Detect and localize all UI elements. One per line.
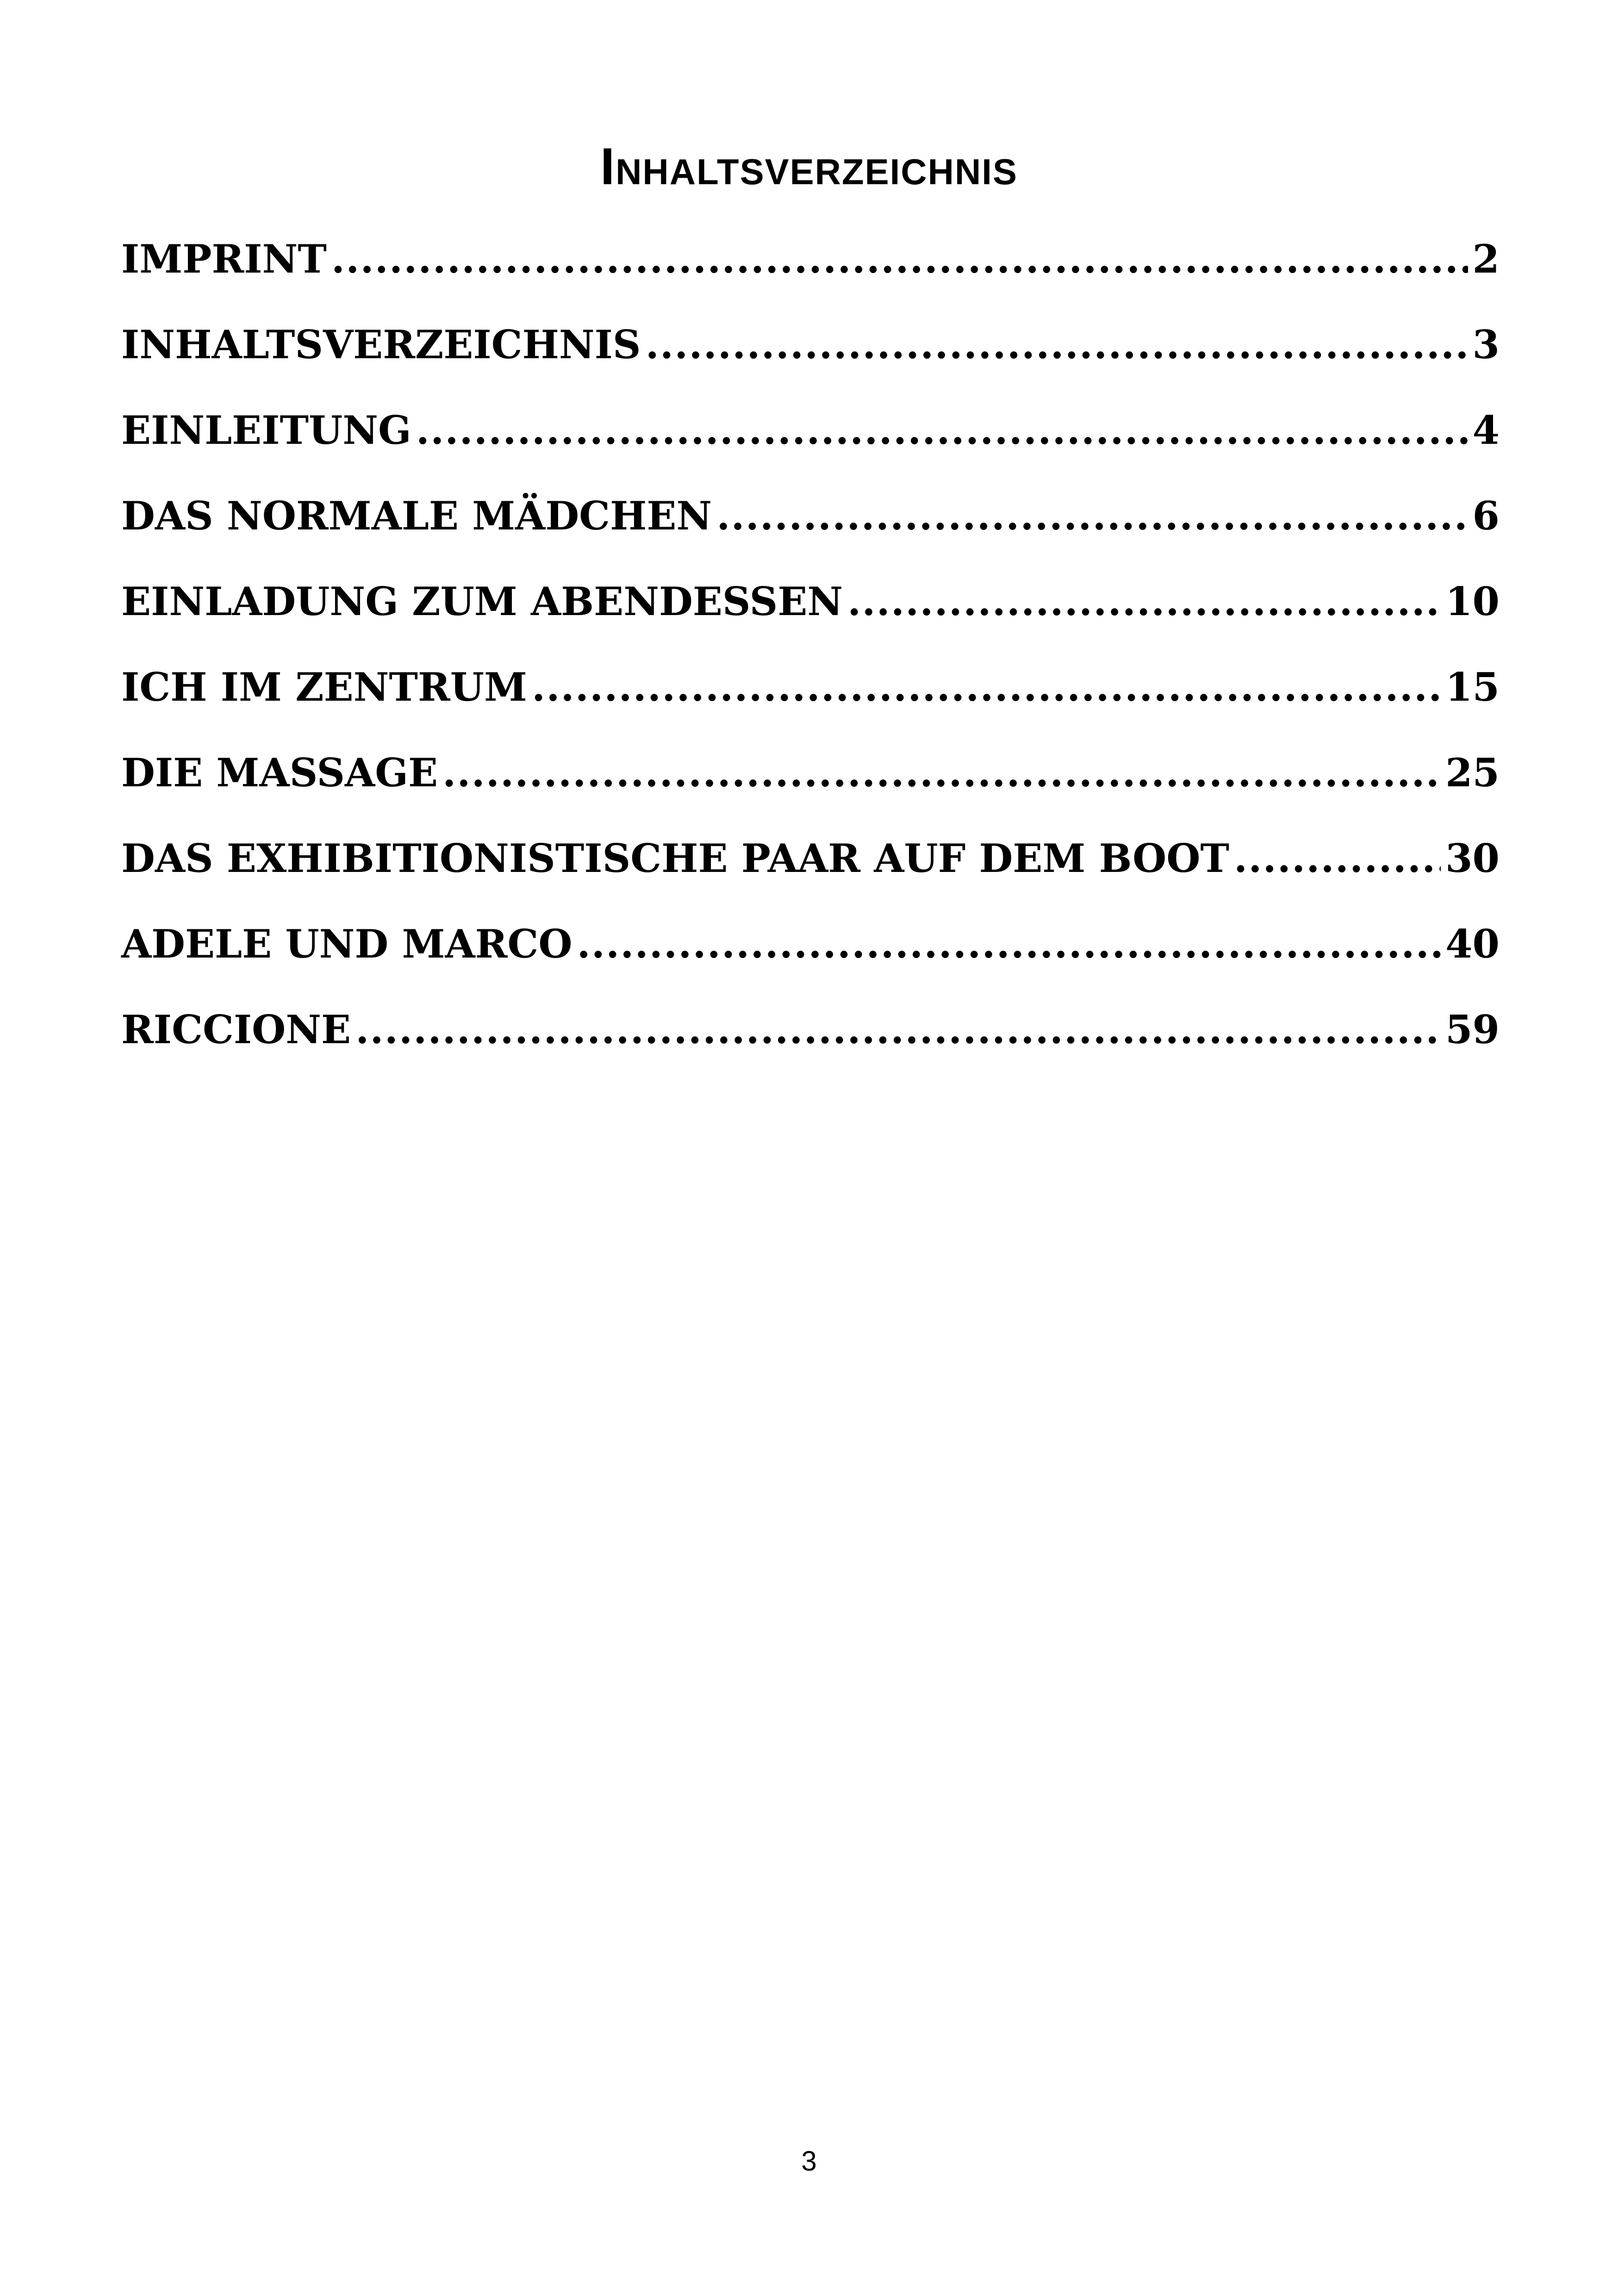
toc-entry-page: 15 <box>1445 664 1500 710</box>
toc-entry-page: 40 <box>1445 921 1500 967</box>
toc-entry-title: RICCIONE <box>121 1007 351 1052</box>
toc-entry-adele-und-marco[interactable] <box>121 919 1500 1004</box>
toc-entry-title: INHALTSVERZEICHNIS <box>121 322 641 367</box>
toc-entry-page: 30 <box>1445 835 1500 881</box>
toc-entry-title: ICH IM ZENTRUM <box>121 664 527 710</box>
toc-entry-title: DIE MASSAGE <box>121 750 438 796</box>
toc-entry-title: IMPRINT <box>121 236 327 282</box>
page-title: Inhaltsverzeichnis <box>600 137 1018 196</box>
toc-entry-page: 6 <box>1472 493 1500 539</box>
page-number: 3 <box>801 2146 817 2177</box>
toc-entry-page: 4 <box>1472 407 1500 453</box>
dot-leader <box>1234 833 1441 884</box>
toc-entry-page: 25 <box>1445 750 1500 796</box>
toc-entry-title: DAS NORMALE MÄDCHEN <box>121 493 712 539</box>
toc-entry-das-normale-maedchen[interactable] <box>121 491 1500 576</box>
toc-entry-title: DAS EXHIBITIONISTISCHE PAAR AUF DEM BOOT <box>121 835 1229 881</box>
dot-leader <box>847 576 1441 627</box>
dot-leader <box>577 919 1441 970</box>
toc-entry-page: 10 <box>1445 579 1500 624</box>
table-of-contents <box>121 234 1500 1090</box>
toc-entry-einladung-zum-abendessen[interactable] <box>121 576 1500 662</box>
toc-entry-riccione[interactable] <box>121 1004 1500 1090</box>
toc-entry-einleitung[interactable] <box>121 405 1500 491</box>
dot-leader <box>532 662 1441 713</box>
toc-entry-page: 3 <box>1472 322 1500 367</box>
dot-leader <box>416 405 1468 456</box>
toc-entry-title: EINLEITUNG <box>121 407 411 453</box>
dot-leader <box>442 747 1441 798</box>
toc-entry-title: EINLADUNG ZUM ABENDESSEN <box>121 579 843 624</box>
dot-leader <box>331 234 1468 285</box>
dot-leader <box>716 491 1468 541</box>
toc-entry-die-massage[interactable] <box>121 747 1500 833</box>
dot-leader <box>646 319 1468 370</box>
toc-entry-ich-im-zentrum[interactable] <box>121 662 1500 747</box>
toc-entry-imprint[interactable] <box>121 234 1500 319</box>
toc-entry-das-exhibitionistische-paar[interactable] <box>121 833 1500 919</box>
toc-entry-page: 2 <box>1472 236 1500 282</box>
toc-entry-inhaltsverzeichnis[interactable] <box>121 319 1500 405</box>
dot-leader <box>355 1004 1441 1055</box>
toc-entry-title: ADELE UND MARCO <box>121 921 573 967</box>
toc-entry-page: 59 <box>1445 1007 1500 1052</box>
